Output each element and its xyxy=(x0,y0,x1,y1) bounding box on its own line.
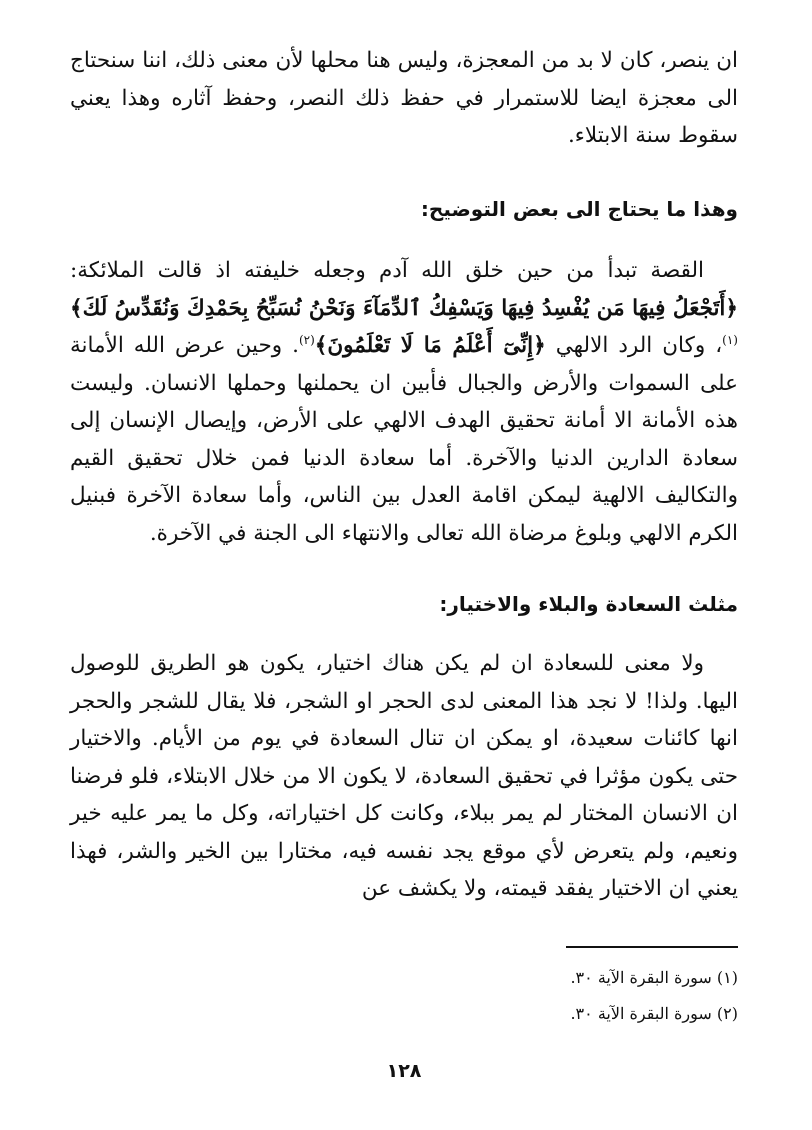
footnote-2: (٢) سورة البقرة الآية ٣٠. xyxy=(570,1004,738,1023)
choice-text: ولا معنى للسعادة ان لم يكن هناك اختيار، يكون هو الطريق للوصول اليها. ولذا! لا نجد هذا المعنى لدى الحجر او الشجر، فلا يقال للشجر والحجر انها كائنات سعيدة، او يمكن ان تنال السعادة في يوم من الأيام. والاختيار حتى يكون مؤثرا في تحقيق السعادة، لا يكون الا من خلال الابتلاء، فلو فرضنا ان الانسان المختار لم يمر ببلاء، وكانت كل اختياراته، وكل ما يمر عليه خير ونعيم، ولم يتعرض لأي موقع يجد نفسه فيه، مختارا بين الخير والشر، فهذا يعني ان الاختيار يفقد قيمته، ولا يكشف عن xyxy=(70,651,738,901)
punctuation: ، xyxy=(715,333,723,358)
paragraph-story xyxy=(70,252,738,552)
section-heading-triangle: مثلث السعادة والبلاء والاختيار: xyxy=(439,592,738,616)
footnote-ref-1: (١) xyxy=(722,332,738,347)
footnote-1: (١) سورة البقرة الآية ٣٠. xyxy=(570,968,738,987)
story-mid-text: وكان الرد الالهي xyxy=(555,333,706,358)
paragraph-choice xyxy=(70,645,738,908)
book-page xyxy=(70,42,738,1092)
quran-verse-2: ﴿إِنِّىٓ أَعْلَمُ مَا لَا تَعْلَمُونَ﴾ xyxy=(314,333,546,358)
paragraph-intro: ان ينصر، كان لا بد من المعجزة، وليس هنا محلها لأن معنى ذلك، اننا سنحتاج الى معجزة ايضا للاستمرار في حفظ ذلك النصر، وحفظ آثاره وهذا يعني سقوط سنة الابتلاء. xyxy=(70,48,738,148)
story-intro-text: القصة تبدأ من حين خلق الله آدم وجعله خليفته اذ قالت الملائكة: xyxy=(70,258,704,283)
footnote-divider xyxy=(566,946,738,948)
section-heading-clarification: وهذا ما يحتاج الى بعض التوضيح: xyxy=(420,197,738,221)
quran-verse-1: ﴿أَتَجْعَلُ فِيهَا مَن يُفْسِدُ فِيهَا وَيَسْفِكُ ٱلدِّمَآءَ وَنَحْنُ نُسَبِّحُ بِحَمْدِكَ وَنُقَدِّسُ لَكَ﴾ xyxy=(70,295,738,321)
page-number: ١٢٨ xyxy=(386,1060,422,1082)
footnote-ref-2: (٢) xyxy=(298,332,315,347)
footnotes-list xyxy=(70,960,738,1032)
story-rest-text: . وحين عرض الله الأمانة على السموات والأرض والجبال فأبين ان يحملنها وحملها الانسان. وليست هذه الأمانة الا أمانة تحقيق الهدف الالهي على الأرض، وإيصال الإنسان إلى سعادة الدارين الدنيا والآخرة. أما سعادة الدنيا فمن خلال تحقيق القيم والتكاليف الالهية ليمكن اقامة العدل بين الناس، وأما سعادة الآخرة فبنيل الكرم الالهي وبلوغ مرضاة الله تعالى والانتهاء الى الجنة في الآخرة. xyxy=(70,333,738,546)
